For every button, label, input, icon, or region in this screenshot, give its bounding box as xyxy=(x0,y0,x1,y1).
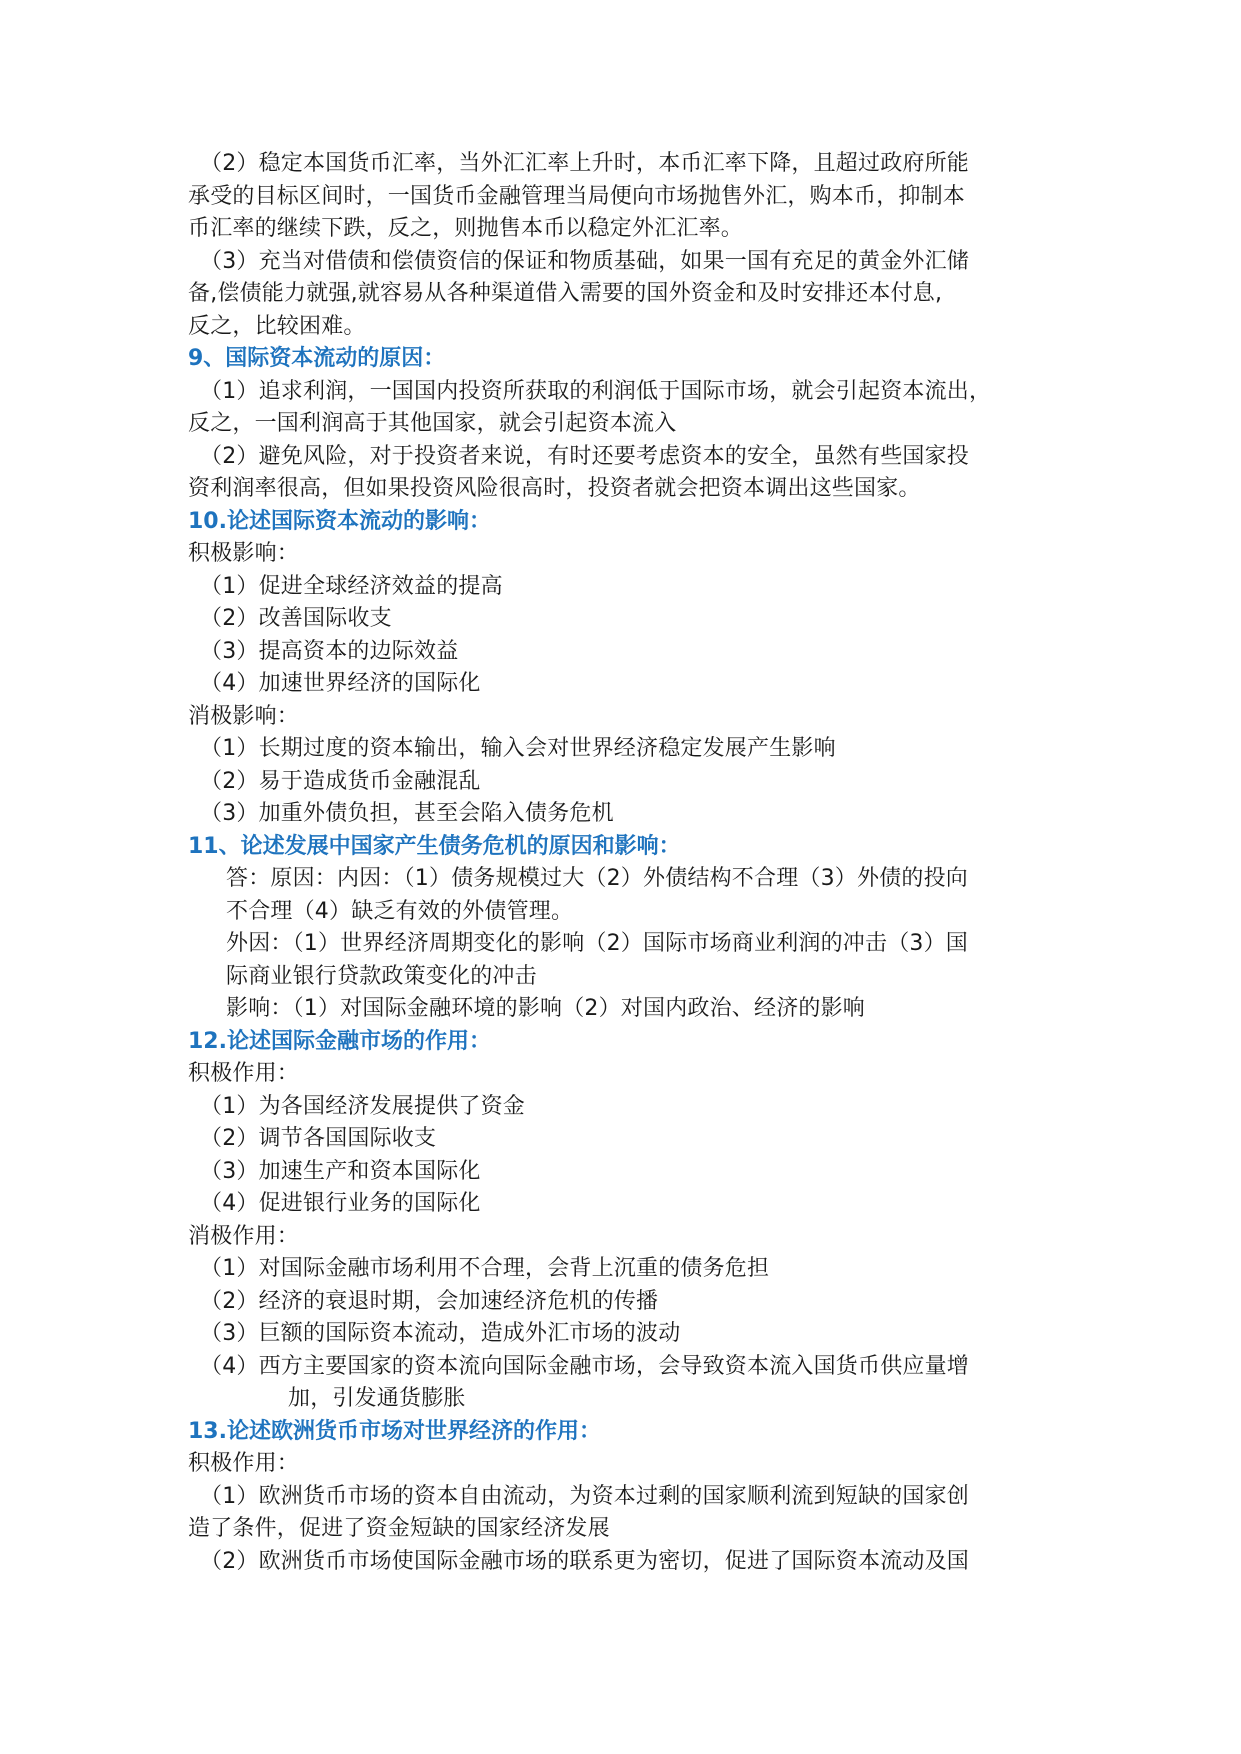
text-line: 承受的目标区间时，一国货币金融管理当局便向市场抛售外汇，购本币，抑制本 xyxy=(188,183,966,209)
section-heading-13: 13.论述欧洲货币市场对世界经济的作用： xyxy=(188,1418,601,1444)
answer-line: 影响：（1）对国际金融环境的影响（2）对国内政治、经济的影响 xyxy=(226,996,865,1021)
list-item: （2）易于造成货币金融混乱 xyxy=(200,768,481,794)
subheading-positive: 积极作用： xyxy=(188,1451,300,1476)
answer-line: 外因：（1）世界经济周期变化的影响（2）国际市场商业利润的冲击（3）国 xyxy=(226,931,968,956)
text-line: （3）充当对借债和偿债资信的保证和物质基础，如果一国有充足的黄金外汇储 xyxy=(200,248,969,274)
answer-line: 际商业银行贷款政策变化的冲击 xyxy=(226,963,537,989)
section-heading-9: 9、国际资本流动的原因： xyxy=(188,346,446,371)
text-line: 反之，比较困难。 xyxy=(188,313,366,339)
subheading-positive: 积极影响： xyxy=(188,541,300,566)
answer-line: 不合理（4）缺乏有效的外债管理。 xyxy=(226,898,574,924)
text-line: （2）欧洲货币市场使国际金融市场的联系更为密切，促进了国际资本流动及国 xyxy=(200,1548,969,1574)
text-line: 资利润率很高，但如果投资风险很高时，投资者就会把资本调出这些国家。 xyxy=(188,476,921,501)
text-line: （2）稳定本国货币汇率，当外汇汇率上升时，本币汇率下降，且超过政府所能 xyxy=(200,151,969,176)
list-item: （2）改善国际收支 xyxy=(200,606,392,631)
list-item: （1）对国际金融市场利用不合理，会背上沉重的债务危担 xyxy=(200,1256,770,1281)
list-item: （3）加重外债负担，甚至会陷入债务危机 xyxy=(200,801,614,826)
list-item: （1）长期过度的资本输出，输入会对世界经济稳定发展产生影响 xyxy=(200,736,836,761)
section-heading-10: 10.论述国际资本流动的影响： xyxy=(188,508,491,534)
list-item: （3）巨额的国际资本流动，造成外汇市场的波动 xyxy=(200,1321,681,1346)
list-item: （3）加速生产和资本国际化 xyxy=(200,1158,481,1184)
text-line: 备,偿债能力就强,就容易从各种渠道借入需要的国外资金和及时安排还本付息, xyxy=(188,281,943,306)
text-line: （1）欧洲货币市场的资本自由流动，为资本过剩的国家顺利流到短缺的国家创 xyxy=(200,1483,969,1509)
section-heading-11: 11、论述发展中国家产生债务危机的原因和影响： xyxy=(188,833,681,859)
answer-line: 答：原因：内因：（1）债务规模过大（2）外债结构不合理（3）外债的投向 xyxy=(226,866,968,891)
text-line: 币汇率的继续下跌，反之，则抛售本币以稳定外汇汇率。 xyxy=(188,216,744,241)
list-item: （2）调节各国国际收支 xyxy=(200,1126,437,1151)
list-item: （1）促进全球经济效益的提高 xyxy=(200,573,503,599)
list-item: （4）加速世界经济的国际化 xyxy=(200,671,481,696)
subheading-positive: 积极作用： xyxy=(188,1061,300,1086)
section-heading-12: 12.论述国际金融市场的作用： xyxy=(188,1028,491,1054)
list-item: （3）提高资本的边际效益 xyxy=(200,638,459,664)
list-item: （4）西方主要国家的资本流向国际金融市场，会导致资本流入国货币供应量增 xyxy=(200,1353,969,1379)
list-item: （4）促进银行业务的国际化 xyxy=(200,1191,481,1216)
list-item: （2）经济的衰退时期，会加速经济危机的传播 xyxy=(200,1288,659,1314)
text-line: （1）追求利润，一国国内投资所获取的利润低于国际市场，就会引起资本流出， xyxy=(200,378,992,404)
text-line: 造了条件，促进了资金短缺的国家经济发展 xyxy=(188,1516,610,1541)
subheading-negative: 消极影响： xyxy=(188,703,300,729)
document-page xyxy=(188,148,1054,1578)
text-line: 反之，一国利润高于其他国家，就会引起资本流入 xyxy=(188,411,677,436)
list-item: （1）为各国经济发展提供了资金 xyxy=(200,1093,525,1119)
list-item-continuation: 加，引发通货膨胀 xyxy=(288,1386,466,1411)
subheading-negative: 消极作用： xyxy=(188,1223,300,1249)
text-line: （2）避免风险，对于投资者来说，有时还要考虑资本的安全，虽然有些国家投 xyxy=(200,443,969,469)
